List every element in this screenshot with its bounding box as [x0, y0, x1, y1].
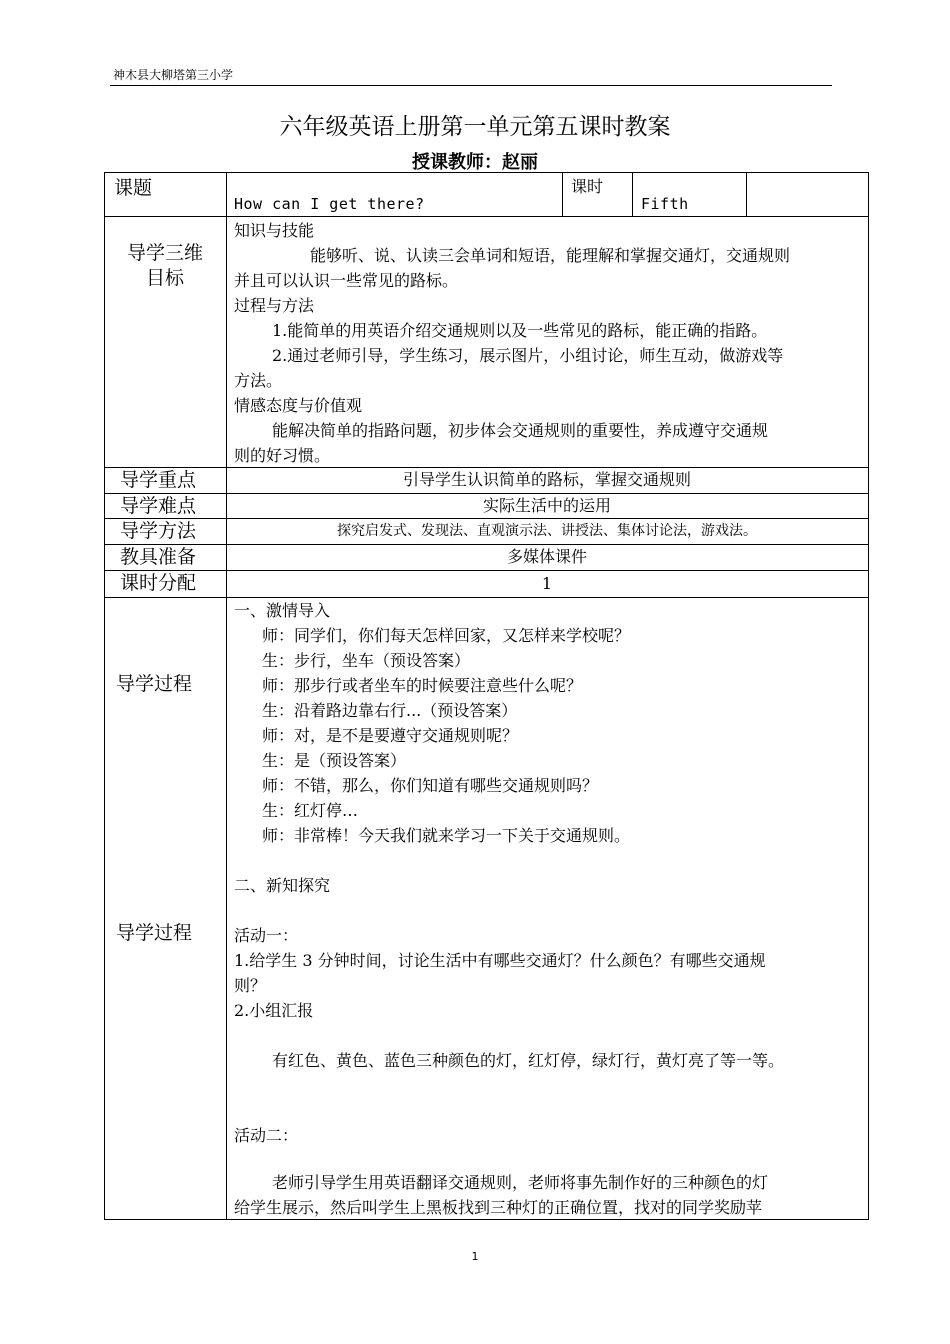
topic-label: 课题	[114, 177, 153, 199]
process-line: 一、激情导入	[234, 601, 331, 620]
row-divider	[104, 216, 869, 217]
period-label: 课时	[571, 177, 604, 196]
teacher-line: 授课教师：赵丽	[412, 152, 538, 173]
period-value: Fifth	[641, 195, 689, 213]
process-label: 导学过程	[116, 922, 193, 944]
key-points-value: 引导学生认识简单的路标，掌握交通规则	[402, 470, 691, 489]
process-line: 活动一：	[234, 926, 299, 945]
column-divider	[632, 172, 633, 216]
process-line: 生：沿着路边靠右行...（预设答案）	[262, 701, 518, 720]
column-divider	[746, 172, 747, 216]
row-divider	[104, 570, 869, 571]
process-line: 师：对，是不是要遵守交通规则呢？	[262, 726, 519, 745]
goals-heading-knowledge: 知识与技能	[234, 221, 315, 240]
goals-text: 2.通过老师引导，学生练习，展示图片，小组讨论，师生互动，做游戏等	[272, 346, 784, 365]
time-allotment-label: 课时分配	[120, 572, 197, 594]
process-line: 生：红灯停…	[262, 801, 359, 820]
goals-heading-attitude: 情感态度与价值观	[234, 396, 363, 415]
goals-heading-process: 过程与方法	[234, 296, 315, 315]
process-line: 生：步行，坐车（预设答案）	[262, 651, 471, 670]
process-line: 2.小组汇报	[234, 1001, 314, 1020]
materials-value: 多媒体课件	[506, 547, 587, 566]
header-rule	[110, 85, 832, 86]
process-line: 则？	[234, 976, 267, 995]
process-line: 二、新知探究	[234, 876, 331, 895]
time-allotment-value: 1	[541, 574, 553, 593]
document-title: 六年级英语上册第一单元第五课时教案	[279, 114, 671, 140]
topic-value: How can I get there?	[234, 195, 425, 213]
goals-text: 方法。	[234, 371, 283, 390]
key-points-label: 导学重点	[120, 469, 197, 491]
difficulty-value: 实际生活中的运用	[482, 496, 611, 515]
goals-label-line2: 目标	[145, 267, 184, 289]
goals-text: 1.能简单的用英语介绍交通规则以及一些常见的路标，能正确的指路。	[272, 321, 768, 340]
process-line: 活动二：	[234, 1126, 299, 1145]
process-line: 师：非常棒！今天我们就来学习一下关于交通规则。	[262, 826, 631, 845]
difficulty-label: 导学难点	[120, 495, 197, 517]
process-line: 给学生展示，然后叫学生上黑板找到三种灯的正确位置，找对的同学奖励苹	[234, 1198, 763, 1217]
page-number: 1	[471, 1250, 479, 1263]
goals-text: 能够听、说、认读三会单词和短语，能理解和掌握交通灯，交通规则	[310, 246, 791, 265]
row-divider	[104, 597, 869, 598]
goals-text: 能解决简单的指路问题，初步体会交通规则的重要性，养成遵守交通规	[272, 421, 769, 440]
method-value: 探究启发式、发现法、直观演示法、讲授法、集体讨论法，游戏法。	[337, 523, 757, 539]
process-label: 导学过程	[116, 673, 193, 695]
process-line: 有红色、黄色、蓝色三种颜色的灯，红灯停，绿灯行，黄灯亮了等一等。	[272, 1051, 785, 1070]
goals-text: 并且可以认识一些常见的路标。	[234, 271, 459, 290]
process-line: 师：同学们，你们每天怎样回家，又怎样来学校呢？	[262, 626, 631, 645]
school-header: 神木县大柳塔第三小学	[113, 68, 234, 82]
column-divider	[226, 172, 227, 1220]
method-label: 导学方法	[120, 520, 197, 542]
process-line: 师：不错，那么，你们知道有哪些交通规则吗？	[262, 776, 599, 795]
goals-label-line1: 导学三维	[126, 242, 203, 264]
process-line: 生：是（预设答案）	[262, 751, 407, 770]
process-line: 1.给学生 3 分钟时间，讨论生活中有哪些交通灯？什么颜色？有哪些交通规	[234, 951, 766, 970]
materials-label: 教具准备	[120, 546, 197, 568]
process-line: 老师引导学生用英语翻译交通规则，老师将事先制作好的三种颜色的灯	[272, 1173, 769, 1192]
process-line: 师：那步行或者坐车的时候要注意些什么呢？	[262, 676, 583, 695]
goals-text: 则的好习惯。	[234, 446, 331, 465]
column-divider	[562, 172, 563, 216]
